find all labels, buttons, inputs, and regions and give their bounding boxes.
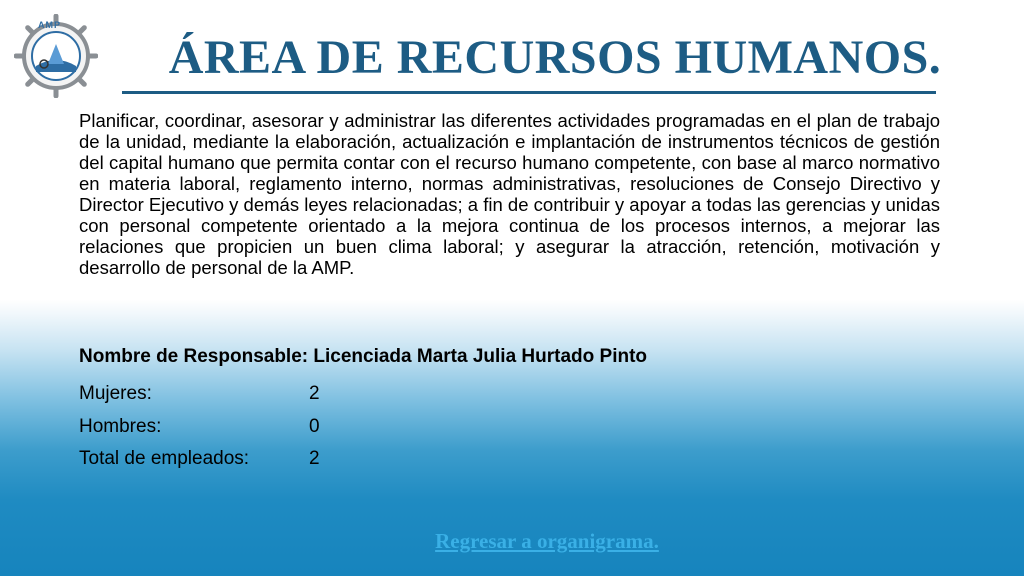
stat-value: 2 [309,383,320,405]
amp-logo-label: AMP [38,20,61,30]
stat-row-women [79,378,320,411]
stat-row-total [79,443,320,476]
stat-label: Hombres: [79,415,162,437]
area-description: Planificar, coordinar, asesorar y administrar las diferentes actividades programadas en el plan de trabajo de la unidad, mediante la elaboración, actualización e implantación de instrumentos técnicos de gestión del capital humano que permita contar con el recurso humano competente, con base al marco normativo en materia laboral, reglamento interno, normas administrativas, resoluciones de Consejo Directivo y Director Ejecutivo y demás leyes relacionadas; a fin de contribuir y apoyar a todas las gerencias y unidas con personal competente orientado a la mejora continua de los procesos internos, a mejorar las relaciones que propicien un buen clima laboral; y asegurar la atracción, retención, motivación y desarrollo de personal de la AMP. [79,110,940,278]
title-underline [122,91,936,94]
back-to-org-chart-link[interactable]: Regresar a organigrama. [435,529,659,553]
stat-value: 2 [309,448,320,470]
page-title: ÁREA DE RECURSOS HUMANOS. [168,31,942,84]
stat-label: Mujeres: [79,383,152,405]
employee-stats [79,378,320,476]
responsible-name: Nombre de Responsable: Licenciada Marta Julia Hurtado Pinto [79,346,648,367]
stat-row-men [79,411,320,444]
stat-value: 0 [309,415,320,437]
stat-label: Total de empleados: [79,448,250,470]
